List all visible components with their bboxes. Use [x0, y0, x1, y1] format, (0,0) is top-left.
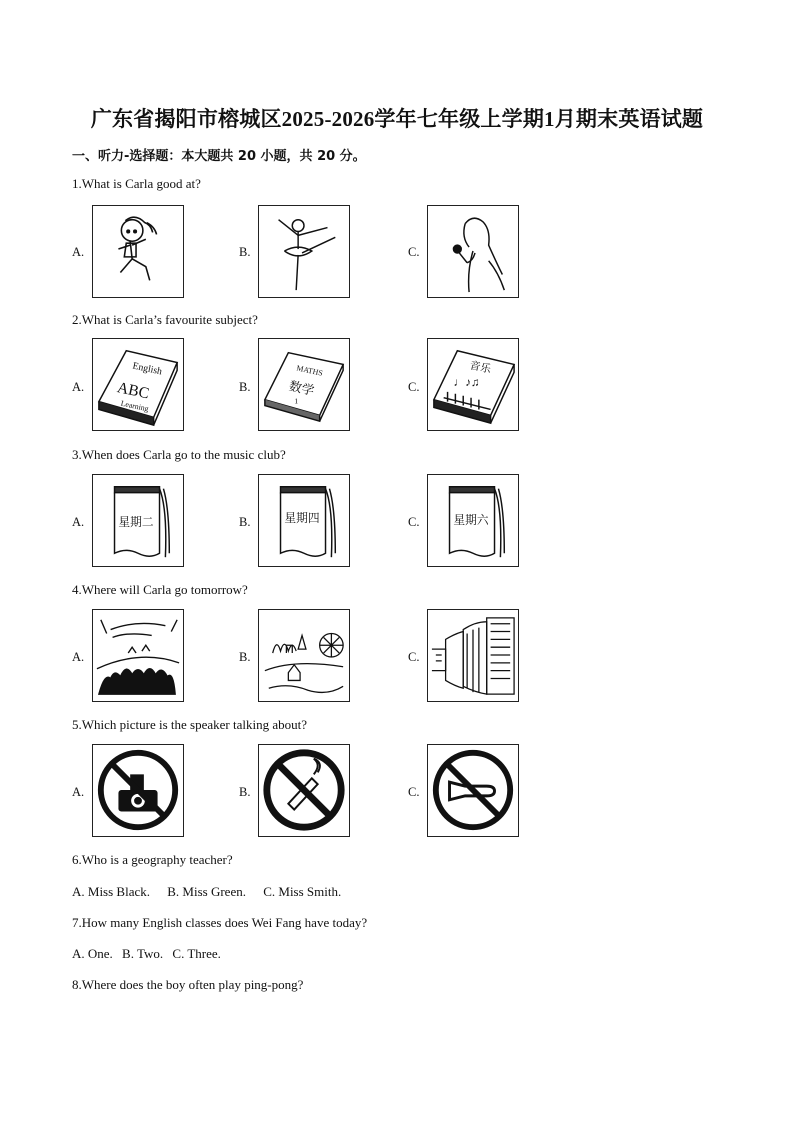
english-book-title: English	[131, 360, 163, 378]
english-book-abc: ABC	[115, 379, 151, 403]
girl-singing-picture[interactable]	[427, 205, 519, 298]
q7-answer-a[interactable]: A. One.	[72, 946, 113, 961]
maths-book-title: MATHS	[295, 363, 324, 378]
music-book-cn: 音乐	[468, 359, 493, 376]
question-7: 7.How many English classes does Wei Fang have today?	[72, 915, 368, 930]
calendar-thursday[interactable]	[258, 474, 350, 567]
q5-option-b-label[interactable]: B.	[239, 785, 251, 799]
q7-answer-b[interactable]: B. Two.	[122, 946, 164, 961]
maths-book-number: 1	[294, 396, 299, 406]
calendar-saturday-label: 星期六	[453, 512, 489, 527]
city-buildings-picture[interactable]	[427, 609, 519, 702]
question-4: 4.Where will Carla go tomorrow?	[72, 582, 248, 597]
q7-answers	[72, 946, 235, 962]
q6-answers	[72, 884, 355, 900]
calendar-saturday[interactable]	[427, 474, 519, 567]
maths-book-cn: 数学	[287, 379, 316, 399]
no-honking-sign[interactable]	[427, 744, 519, 837]
amusement-park-picture[interactable]	[258, 609, 350, 702]
question-5: 5.Which picture is the speaker talking about?	[72, 717, 308, 732]
q1-option-a-label[interactable]: A.	[72, 245, 85, 259]
q6-answer-c[interactable]: C. Miss Smith.	[263, 884, 342, 899]
girl-running-picture[interactable]	[92, 205, 184, 298]
q2-option-c-label[interactable]: C.	[408, 380, 420, 394]
q3-option-c-label[interactable]: C.	[408, 515, 420, 529]
ballet-dancer-picture[interactable]	[258, 205, 350, 298]
question-6: 6.Who is a geography teacher?	[72, 852, 233, 867]
concert-picture[interactable]	[92, 609, 184, 702]
question-1: 1.What is Carla good at?	[72, 176, 201, 191]
q4-option-a-label[interactable]: A.	[72, 650, 85, 664]
english-book-picture[interactable]	[92, 338, 184, 431]
q6-answer-b[interactable]: B. Miss Green.	[167, 884, 246, 899]
page-title: 广东省揭阳市榕城区2025-2026学年七年级上学期1月期末英语试题	[90, 107, 704, 131]
q2-option-a-label[interactable]: A.	[72, 380, 85, 394]
section-heading: 一、听力-选择题：本大题共 20 小题，共 20 分。	[72, 149, 366, 164]
maths-book-picture[interactable]	[258, 338, 350, 431]
calendar-thursday-label: 星期四	[284, 510, 320, 525]
no-photos-sign[interactable]	[92, 744, 184, 837]
q5-option-a-label[interactable]: A.	[72, 785, 85, 799]
q7-answer-c[interactable]: C. Three.	[172, 946, 221, 961]
no-smoking-sign[interactable]	[258, 744, 350, 837]
q3-option-b-label[interactable]: B.	[239, 515, 251, 529]
question-3: 3.When does Carla go to the music club?	[72, 447, 286, 462]
calendar-tuesday[interactable]	[92, 474, 184, 567]
question-2: 2.What is Carla’s favourite subject?	[72, 312, 258, 327]
svg-text:♩♪♫: ♩♪♫	[453, 375, 480, 389]
calendar-tuesday-label: 星期二	[118, 514, 154, 529]
music-book-picture[interactable]	[427, 338, 519, 431]
question-8: 8.Where does the boy often play ping-pong?	[72, 977, 304, 992]
q3-option-a-label[interactable]: A.	[72, 515, 85, 529]
q4-option-b-label[interactable]: B.	[239, 650, 251, 664]
q2-option-b-label[interactable]: B.	[239, 380, 251, 394]
q6-answer-a[interactable]: A. Miss Black.	[72, 884, 150, 899]
english-book-subtitle: Learning	[119, 398, 150, 414]
q1-option-c-label[interactable]: C.	[408, 245, 420, 259]
q4-option-c-label[interactable]: C.	[408, 650, 420, 664]
q5-option-c-label[interactable]: C.	[408, 785, 420, 799]
q1-option-b-label[interactable]: B.	[239, 245, 251, 259]
